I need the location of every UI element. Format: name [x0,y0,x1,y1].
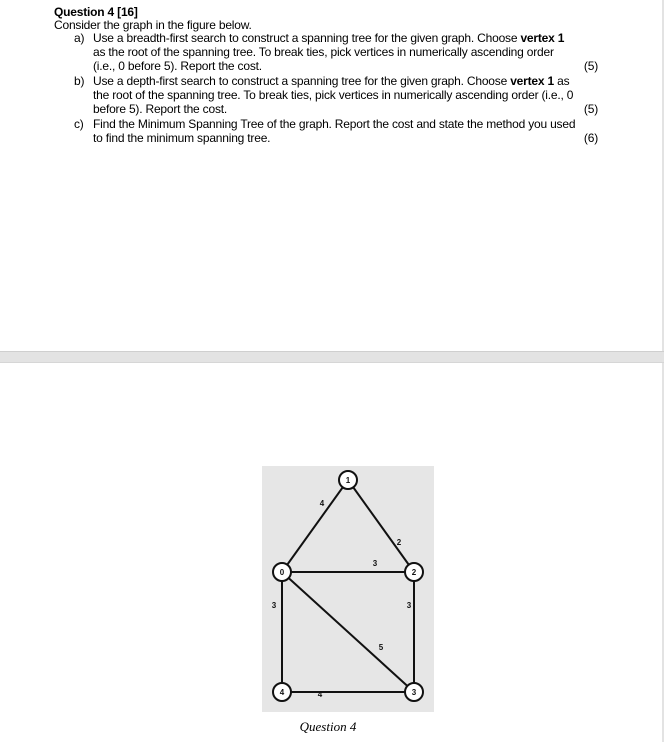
figure-background [262,466,434,712]
marks: (6) [583,131,598,145]
edge-weight-label: 4 [317,690,323,699]
question-part-b [74,74,600,116]
part-line: the root of the spanning tree. To break ties, pick vertices in numerically ascending order (i.e., 0 [93,88,574,102]
part-label: b) [74,74,85,88]
marks: (5) [583,102,598,116]
document-page-top [0,0,664,351]
edge-weight-label: 2 [396,538,402,547]
vertex-label: 2 [411,568,417,577]
edge-weight-label: 3 [406,601,412,610]
figure-caption: Question 4 [299,719,357,734]
part-body [93,117,598,145]
question-part-a [74,31,600,73]
part-line: (i.e., 0 before 5). Report the cost. (5) [93,59,598,73]
bold-vertex: vertex 1 [510,74,554,88]
edge-weight-label: 3 [271,601,277,610]
part-line: to find the minimum spanning tree. (6) [93,131,598,145]
question-title: Question 4 [16] [54,5,138,19]
edge-weight-label: 5 [378,643,384,652]
part-label: c) [74,117,84,131]
part-line: Use a breadth-first search to construct a spanning tree for the given graph. Choose vertex 1 [93,31,565,45]
vertex-label: 1 [345,476,351,485]
question-intro: Consider the graph in the figure below. [54,18,252,32]
bold-vertex: vertex 1 [520,31,565,45]
part-line: as the root of the spanning tree. To break ties, pick vertices in numerically ascending order [93,45,554,59]
page-separator [0,351,664,363]
edge-weight-label: 3 [372,559,378,568]
graph-figure [262,466,434,712]
part-line: before 5). Report the cost. (5) [93,102,598,116]
part-label: a) [74,31,85,45]
part-body [93,31,598,73]
vertex-label: 3 [411,688,417,697]
question-part-c [74,117,600,147]
vertex-label: 4 [279,688,285,697]
part-line: Use a depth-first search to construct a spanning tree for the given graph. Choose vertex 1 as [93,74,570,88]
part-line: Find the Minimum Spanning Tree of the graph. Report the cost and state the method you used [93,117,576,131]
vertex-label: 0 [279,568,285,577]
marks: (5) [583,59,598,73]
edge-weight-label: 4 [319,499,325,508]
part-body [93,74,598,116]
